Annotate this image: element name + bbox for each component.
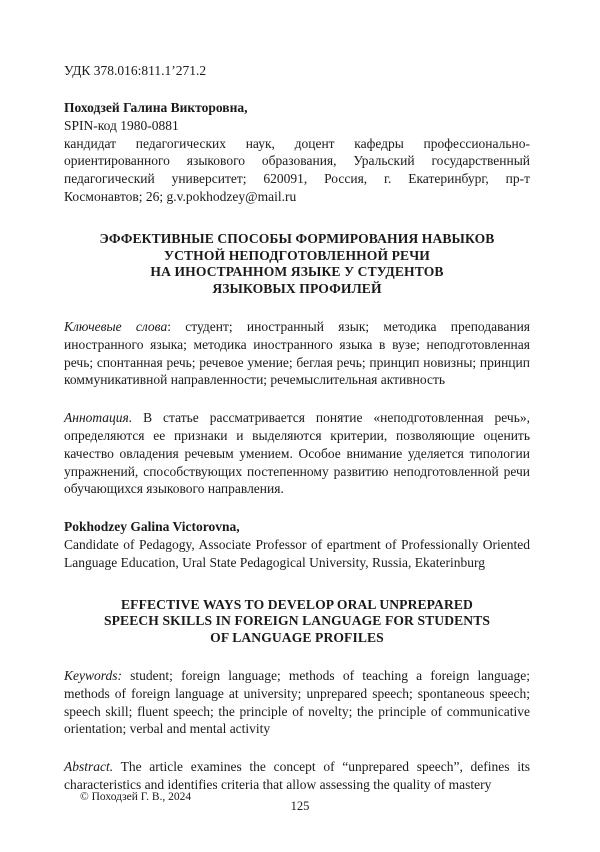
- keywords-en: [64, 667, 530, 738]
- article-page: [64, 62, 530, 794]
- abstract-ru-text: В статье рассматривается понятие «неподготовленная речь», определяются ее признаки и выделяются критерии, позволяющие оценить качество овладения речевым умением. Особое внимание уделяется типологии упражнений, способствующих постепенному развитию неподготовленной речи обучающихся языкового направления.: [64, 410, 530, 497]
- keywords-ru-text: : студент; иностранный язык; методика преподавания иностранного языка; методика иностранного языка в вузе; неподготовленная речь; спонтанная речь; речевое умение; беглая речь; принцип новизны; принцип коммуникативной направленности; речемыслительная активность: [64, 318, 531, 388]
- author-block-ru: [64, 99, 530, 206]
- author-name-ru: Походзей Галина Викторовна,: [64, 100, 248, 115]
- article-title-ru: [64, 231, 530, 298]
- keywords-ru-label: Ключевые слова: [64, 318, 168, 334]
- author-name-en: Pokhodzey Galina Victorovna,: [64, 519, 240, 535]
- keywords-en-label: Keywords:: [64, 667, 122, 683]
- title-ru-line: НА ИНОСТРАННОМ ЯЗЫКЕ У СТУДЕНТОВ: [150, 264, 444, 280]
- title-ru-line: ЯЗЫКОВЫХ ПРОФИЛЕЙ: [212, 281, 382, 297]
- abstract-en-label: Abstract.: [64, 759, 114, 775]
- author-affiliation-en: Candidate of Pedagogy, Associate Professor of epartment of Professionally Oriented Language Education, Ural State Pedagogical University, Russia, Ekaterinburg: [64, 536, 530, 570]
- keywords-en-text: student; foreign language; methods of teaching a foreign language; methods of foreign language at university; unprepared speech; spontaneous speech; speech skill; fluent speech; the principle of novelty; the principle of communicative orientation; verbal and mental activity: [64, 667, 530, 737]
- page-number: 125: [290, 799, 310, 813]
- abstract-en: [64, 758, 530, 794]
- author-affiliation-ru: кандидат педагогических наук, доцент кафедры профессионально-ориентированного языкового образования, Уральский государственный педагогический университет; 620091, Россия, г. Екатеринбург, пр-т Космонавтов; 26; g.v.pokhodzey@mail.ru: [64, 135, 530, 204]
- author-spin: SPIN-код 1980-0881: [64, 117, 179, 133]
- title-en-line: OF LANGUAGE PROFILES: [210, 630, 384, 646]
- udk-code: УДК 378.016:811.1’271.2: [64, 63, 207, 78]
- title-en-line: EFFECTIVE WAYS TO DEVELOP ORAL UNPREPARED: [121, 596, 473, 612]
- title-ru-line: ЭФФЕКТИВНЫЕ СПОСОБЫ ФОРМИРОВАНИЯ НАВЫКОВ: [99, 230, 495, 246]
- author-block-en: [64, 518, 530, 571]
- abstract-ru-label: Аннотация.: [64, 410, 133, 426]
- article-title-en: [64, 597, 530, 647]
- copyright-notice: © Походзей Г. В., 2024: [80, 791, 192, 803]
- title-ru-line: УСТНОЙ НЕПОДГОТОВЛЕННОЙ РЕЧИ: [164, 247, 430, 263]
- keywords-ru: [64, 318, 530, 389]
- abstract-en-text: The article examines the concept of “unprepared speech”, defines its characteristics and identifies criteria that allow assessing the quality of mastery: [64, 759, 530, 792]
- abstract-ru: [64, 409, 530, 498]
- title-en-line: SPEECH SKILLS IN FOREIGN LANGUAGE FOR STUDENTS: [103, 613, 491, 629]
